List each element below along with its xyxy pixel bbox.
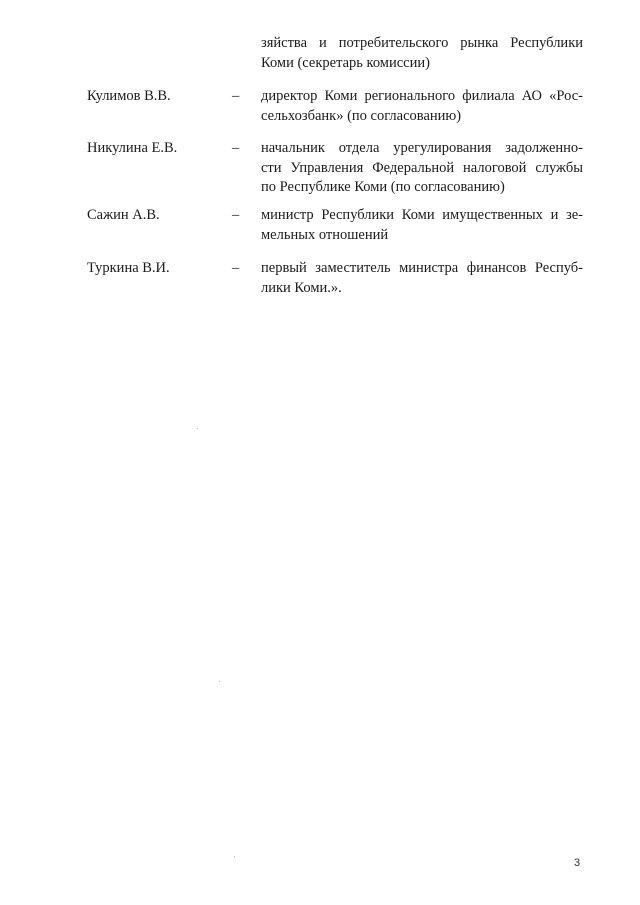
text-line: зяйства и потребительского рынка Республики [261,35,583,51]
member-position [261,139,583,198]
member-name: Кулимов В.В. [87,88,171,104]
page-number: 3 [574,857,581,869]
dash-separator: – [232,88,240,104]
text-line: министр Республики Коми имущественных и зе- [261,207,583,223]
text-line: Коми (секретарь комиссии) [261,54,430,71]
dash-separator: – [232,260,240,276]
text-line: сти Управления Федеральной налоговой службы [261,159,583,176]
text-line: директор Коми регионального филиала АО «Рос- [261,88,583,104]
dash-separator: – [232,140,240,156]
member-name: Туркина В.И. [87,260,170,276]
member-name: Сажин А.В. [87,207,160,223]
text-line: мельных отношений [261,226,389,243]
scan-speck [219,681,220,682]
member-position [261,206,583,245]
scan-speck [197,428,198,429]
dash-separator: – [232,207,240,223]
member-position [261,259,583,298]
text-line: первый заместитель министра финансов Респуб- [261,260,583,276]
member-position [261,87,583,126]
text-line: по Республике Коми (по согласованию) [261,179,505,195]
text-line: начальник отдела урегулирования задолженно- [261,140,583,156]
text-line: лики Коми.». [261,279,342,296]
scan-speck [234,856,235,857]
member-name: Никулина Е.В. [87,140,178,156]
text-line: сельхозбанк» (по согласованию) [261,107,462,124]
continuation-text [261,34,583,73]
